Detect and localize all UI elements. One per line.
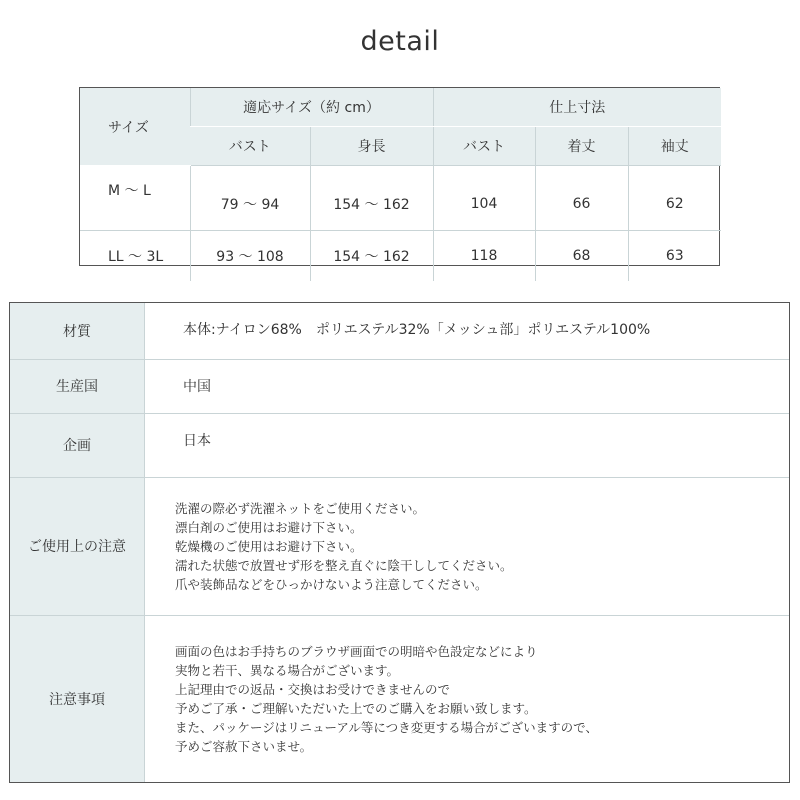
planning-row [10, 413, 789, 477]
size-header: サイズ [80, 88, 190, 166]
table-cell: 79 〜 94 [190, 166, 310, 231]
sub-header-length: 着丈 [535, 127, 628, 166]
notes-line: 予めご容赦下さいませ。 [175, 738, 313, 754]
fit-size-header: 適応サイズ（約 cm） [190, 88, 433, 127]
material-value: 本体:ナイロン68% ポリエステル32%「メッシュ部」ポリエステル100% [183, 322, 651, 338]
finished-size-header: 仕上寸法 [433, 88, 721, 127]
size-label: M 〜 L [80, 166, 190, 231]
notes-row [10, 615, 789, 782]
size-label: LL 〜 3L [80, 231, 190, 282]
usage-row [10, 477, 789, 615]
usage-line: 洗濯の際必ず洗濯ネットをご使用ください。 [175, 500, 426, 516]
notes-line: 予めご了承・ご理解いただいた上でのご購入をお願い致します。 [175, 700, 537, 716]
table-cell: 68 [535, 231, 628, 282]
notes-label: 注意事項 [10, 615, 145, 782]
usage-notes [145, 477, 790, 615]
table-cell: 66 [535, 166, 628, 231]
detail-table [9, 302, 790, 783]
sub-header-finish-bust: バスト [433, 127, 535, 166]
notes-line: 上記理由での返品・交換はお受けできませんので [175, 681, 451, 697]
table-cell: 63 [628, 231, 721, 282]
table-cell: 104 [433, 166, 535, 231]
usage-line: 乾燥機のご使用はお避け下さい。 [175, 538, 363, 554]
notes-line: 画面の色はお手持ちのブラウザ画面での明暗や色設定などにより [175, 643, 538, 659]
notes-line: また、パッケージはリニューアル等につき変更する場合がございますので、 [175, 719, 598, 735]
sub-header-sleeve: 袖丈 [628, 127, 721, 166]
sub-header-bust: バスト [190, 127, 310, 166]
origin-label: 生産国 [10, 359, 145, 413]
table-cell: 62 [628, 166, 721, 231]
planning-value: 日本 [145, 413, 790, 477]
usage-label: ご使用上の注意 [10, 477, 145, 615]
usage-line: 濡れた状態で放置せず形を整え直ぐに陰干ししてください。 [175, 557, 513, 573]
table-row [80, 166, 721, 231]
planning-label: 企画 [10, 413, 145, 477]
page-title: detail [360, 26, 440, 57]
notes-line: 実物と若干、異なる場合がございます。 [175, 662, 400, 678]
usage-line: 漂白剤のご使用はお避け下さい。 [175, 519, 363, 535]
table-cell: 118 [433, 231, 535, 282]
sub-header-height: 身長 [310, 127, 433, 166]
origin-row [10, 359, 789, 413]
material-label: 材質 [10, 303, 145, 359]
table-cell: 154 〜 162 [310, 231, 433, 282]
usage-line: 爪や装飾品などをひっかけないよう注意してください。 [175, 576, 488, 592]
material-row [10, 303, 789, 359]
notes-text [145, 615, 790, 782]
table-cell: 93 〜 108 [190, 231, 310, 282]
table-row [80, 231, 721, 282]
table-cell: 154 〜 162 [310, 166, 433, 231]
origin-value: 中国 [145, 359, 790, 413]
size-table [79, 87, 720, 266]
